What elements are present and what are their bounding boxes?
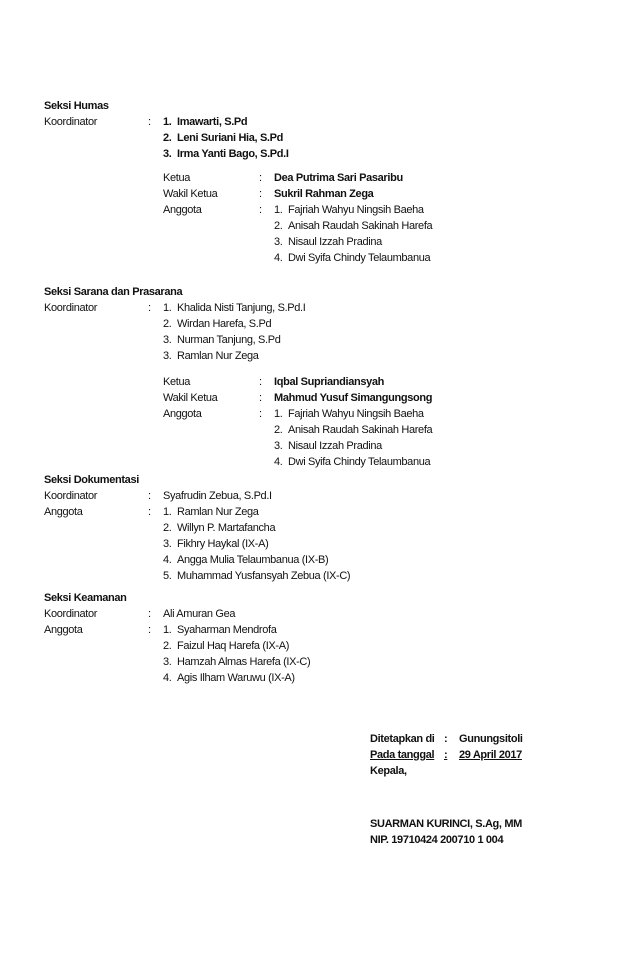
koordinator-label: Koordinator — [44, 302, 98, 314]
ditetapkan-label: Ditetapkan di — [370, 733, 435, 745]
anggota-name: Fajriah Wahyu Ningsih Baeha — [288, 204, 424, 216]
list-number: 2. — [163, 640, 172, 652]
anggota-name: Fikhry Haykal (IX-A) — [177, 538, 269, 550]
section-title: Seksi Sarana dan Prasarana — [44, 286, 183, 298]
koordinator-name: Irma Yanti Bago, S.Pd.I — [177, 148, 289, 160]
list-number: 1. — [163, 624, 172, 636]
ketua-label: Ketua — [163, 376, 190, 388]
ketua-name: Dea Putrima Sari Pasaribu — [274, 172, 403, 184]
ketua-name: Iqbal Supriandiansyah — [274, 376, 385, 388]
list-number: 3. — [163, 538, 172, 550]
anggota-name: Anisah Raudah Sakinah Harefa — [288, 220, 433, 232]
koordinator-name: Khalida Nisti Tanjung, S.Pd.I — [177, 302, 306, 314]
list-number: 1. — [163, 116, 172, 128]
wakil-ketua-name: Mahmud Yusuf Simangungsong — [274, 392, 433, 404]
signatory-name: SUARMAN KURINCI, S.Ag, MM — [370, 818, 522, 830]
list-number: 1. — [163, 302, 172, 314]
koordinator-name: Ali Amuran Gea — [163, 608, 236, 620]
wakil-ketua-name: Sukril Rahman Zega — [274, 188, 374, 200]
anggota-name: Hamzah Almas Harefa (IX-C) — [177, 656, 311, 668]
list-number: 2. — [274, 220, 283, 232]
list-number: 2. — [274, 424, 283, 436]
anggota-name: Nisaul Izzah Pradina — [288, 236, 382, 248]
colon: : — [259, 408, 262, 420]
list-number: 3. — [163, 350, 172, 362]
anggota-name: Syaharman Mendrofa — [177, 624, 277, 636]
anggota-name: Nisaul Izzah Pradina — [288, 440, 382, 452]
koordinator-name: Syafrudin Zebua, S.Pd.I — [163, 490, 272, 502]
koordinator-label: Koordinator — [44, 116, 98, 128]
koordinator-label: Koordinator — [44, 490, 98, 502]
anggota-name: Dwi Syifa Chindy Telaumbanua — [288, 252, 431, 264]
anggota-name: Willyn P. Martafancha — [177, 522, 276, 534]
colon: : — [259, 376, 262, 388]
colon: : — [148, 302, 151, 314]
list-number: 3. — [163, 334, 172, 346]
list-number: 2. — [163, 132, 172, 144]
colon: : — [444, 749, 448, 761]
koordinator-name: Ramlan Nur Zega — [177, 350, 259, 362]
tanggal-value: 29 April 2017 — [459, 749, 522, 761]
colon: : — [148, 624, 151, 636]
anggota-name: Angga Mulia Telaumbanua (IX-B) — [177, 554, 329, 566]
colon: : — [259, 204, 262, 216]
koordinator-name: Imawarti, S.Pd — [177, 116, 248, 128]
anggota-name: Fajriah Wahyu Ningsih Baeha — [288, 408, 424, 420]
koordinator-name: Nurman Tanjung, S.Pd — [177, 334, 281, 346]
colon: : — [148, 608, 151, 620]
anggota-name: Agis Ilham Waruwu (IX-A) — [177, 672, 295, 684]
koordinator-name: Wirdan Harefa, S.Pd — [177, 318, 272, 330]
kepala-label: Kepala, — [370, 765, 407, 777]
anggota-name: Muhammad Yusfansyah Zebua (IX-C) — [177, 570, 351, 582]
section-title: Seksi Keamanan — [44, 592, 127, 604]
ditetapkan-value: Gunungsitoli — [459, 733, 523, 745]
signatory-nip: NIP. 19710424 200710 1 004 — [370, 834, 504, 846]
anggota-label: Anggota — [44, 624, 83, 636]
anggota-label: Anggota — [163, 204, 202, 216]
list-number: 4. — [274, 252, 283, 264]
wakil-ketua-label: Wakil Ketua — [163, 188, 218, 200]
list-number: 4. — [163, 672, 172, 684]
list-number: 3. — [163, 656, 172, 668]
koordinator-name: Leni Suriani Hia, S.Pd — [177, 132, 283, 144]
wakil-ketua-label: Wakil Ketua — [163, 392, 218, 404]
colon: : — [444, 733, 448, 745]
anggota-label: Anggota — [44, 506, 83, 518]
colon: : — [148, 506, 151, 518]
colon: : — [259, 188, 262, 200]
list-number: 1. — [274, 204, 283, 216]
koordinator-label: Koordinator — [44, 608, 98, 620]
section-title: Seksi Dokumentasi — [44, 474, 139, 486]
tanggal-label: Pada tanggal — [370, 749, 435, 761]
list-number: 4. — [274, 456, 283, 468]
list-number: 1. — [163, 506, 172, 518]
list-number: 3. — [274, 236, 283, 248]
list-number: 3. — [163, 148, 172, 160]
list-number: 3. — [274, 440, 283, 452]
list-number: 5. — [163, 570, 172, 582]
list-number: 2. — [163, 318, 172, 330]
colon: : — [148, 116, 151, 128]
list-number: 4. — [163, 554, 172, 566]
colon: : — [148, 490, 151, 502]
anggota-name: Dwi Syifa Chindy Telaumbanua — [288, 456, 431, 468]
list-number: 1. — [274, 408, 283, 420]
anggota-name: Faizul Haq Harefa (IX-A) — [177, 640, 290, 652]
colon: : — [259, 172, 262, 184]
anggota-name: Ramlan Nur Zega — [177, 506, 259, 518]
anggota-name: Anisah Raudah Sakinah Harefa — [288, 424, 433, 436]
list-number: 2. — [163, 522, 172, 534]
ketua-label: Ketua — [163, 172, 190, 184]
anggota-label: Anggota — [163, 408, 202, 420]
section-title: Seksi Humas — [44, 100, 109, 112]
colon: : — [259, 392, 262, 404]
